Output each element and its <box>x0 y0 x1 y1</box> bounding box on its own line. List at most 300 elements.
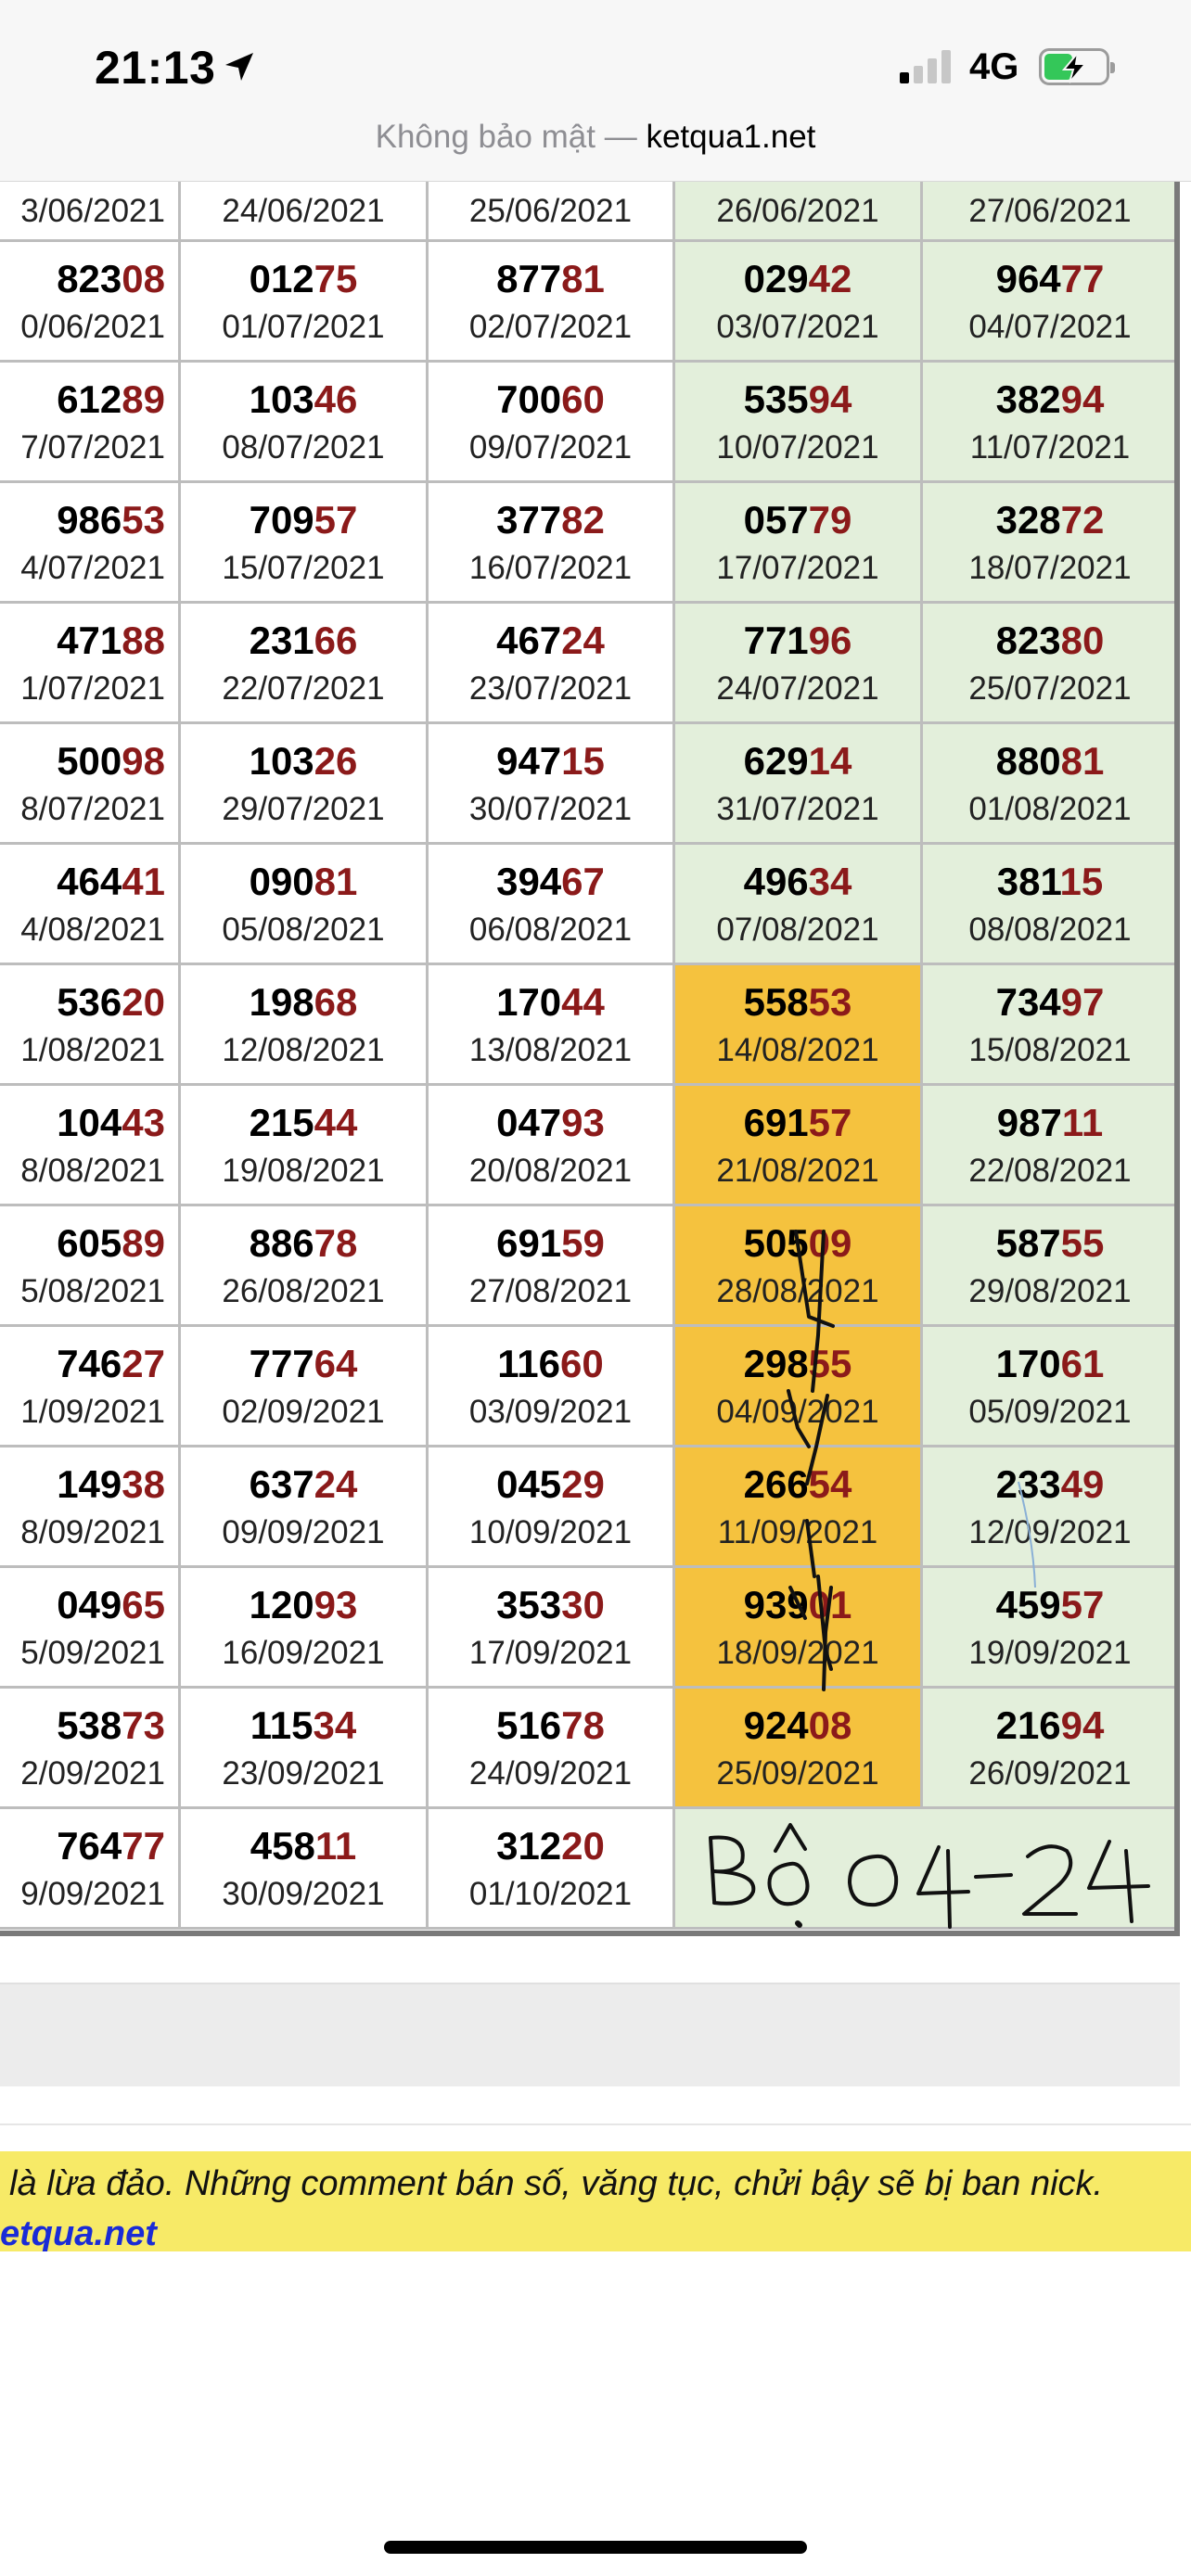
number-head: 947 <box>496 739 562 783</box>
battery-charging-icon <box>1039 48 1109 85</box>
result-cell <box>181 1086 429 1206</box>
result-date: 15/07/2021 <box>222 550 385 586</box>
number-tail: 72 <box>1060 498 1105 542</box>
result-number <box>429 257 672 301</box>
number-tail: 24 <box>561 618 605 662</box>
result-number <box>675 1342 920 1386</box>
number-head: 170 <box>496 980 562 1024</box>
number-tail: 15 <box>1059 860 1104 903</box>
result-date: 2/09/2021 <box>20 1755 165 1792</box>
result-number <box>181 860 426 904</box>
result-date: 18/09/2021 <box>716 1635 879 1671</box>
number-head: 382 <box>995 377 1061 421</box>
result-date: 02/07/2021 <box>468 309 633 345</box>
result-number <box>429 1462 672 1507</box>
result-date: 4/07/2021 <box>20 550 165 586</box>
number-tail: 81 <box>561 257 605 300</box>
result-date: 1/09/2021 <box>20 1394 165 1430</box>
number-head: 115 <box>250 1703 314 1747</box>
result-date: 09/09/2021 <box>222 1514 385 1550</box>
result-number <box>923 739 1177 784</box>
result-cell <box>923 1447 1180 1568</box>
number-head: 198 <box>249 980 314 1024</box>
number-tail: 89 <box>122 1221 165 1265</box>
number-head: 587 <box>995 1221 1061 1265</box>
number-head: 233 <box>995 1462 1061 1506</box>
result-number <box>923 377 1177 422</box>
number-tail: 94 <box>808 377 852 421</box>
result-date: 16/07/2021 <box>468 550 633 586</box>
result-date: 21/08/2021 <box>716 1153 879 1189</box>
table-row <box>0 1086 1180 1206</box>
result-date: 23/09/2021 <box>222 1755 385 1792</box>
result-number <box>429 1703 672 1748</box>
number-tail: 79 <box>808 498 852 542</box>
number-tail: 20 <box>561 1824 605 1868</box>
result-cell <box>181 1327 429 1447</box>
result-cell <box>429 1568 675 1689</box>
number-head: 116 <box>497 1342 561 1385</box>
number-head: 266 <box>743 1462 809 1506</box>
result-number <box>923 1462 1177 1507</box>
number-tail: 15 <box>561 739 605 783</box>
result-cell <box>181 363 429 483</box>
number-head: 353 <box>496 1583 562 1626</box>
result-cell <box>181 242 429 363</box>
address-bar[interactable] <box>0 119 1191 156</box>
divider <box>0 2123 1191 2125</box>
result-number <box>429 1824 672 1868</box>
result-cell <box>0 604 181 724</box>
number-tail: 78 <box>314 1221 358 1265</box>
browser-header <box>0 0 1191 182</box>
result-number <box>181 618 426 663</box>
result-date: 23/07/2021 <box>468 670 633 707</box>
result-date: 8/07/2021 <box>20 791 165 827</box>
number-head: 467 <box>496 618 562 662</box>
number-head: 377 <box>496 498 562 542</box>
result-number <box>675 257 920 301</box>
number-head: 505 <box>743 1221 809 1265</box>
result-number <box>923 860 1177 904</box>
result-number <box>181 377 426 422</box>
table-row <box>0 242 1180 363</box>
result-number <box>675 1583 920 1627</box>
result-number <box>675 860 920 904</box>
result-cell <box>181 604 429 724</box>
number-head: 964 <box>995 257 1061 300</box>
number-head: 939 <box>743 1583 809 1626</box>
url-separator: — <box>596 119 647 155</box>
number-tail: 64 <box>314 1342 358 1385</box>
result-date: 11/09/2021 <box>717 1514 878 1550</box>
result-date: 30/09/2021 <box>222 1876 385 1912</box>
number-tail: 29 <box>561 1462 605 1506</box>
number-head: 149 <box>57 1462 122 1506</box>
result-number <box>0 618 178 663</box>
result-number <box>923 1703 1177 1748</box>
result-date: 03/07/2021 <box>716 309 879 345</box>
number-head: 464 <box>57 860 122 903</box>
number-tail: 59 <box>561 1221 605 1265</box>
result-number <box>675 618 920 663</box>
result-date: 0/06/2021 <box>20 309 165 345</box>
number-tail: 93 <box>314 1583 358 1626</box>
result-number <box>181 1824 426 1868</box>
number-head: 746 <box>57 1342 122 1385</box>
result-number <box>675 1462 920 1507</box>
number-head: 090 <box>249 860 314 903</box>
number-tail: 57 <box>808 1101 852 1144</box>
number-tail: 60 <box>561 377 605 421</box>
number-tail: 41 <box>122 860 165 903</box>
home-indicator[interactable] <box>384 2541 807 2554</box>
result-cell <box>0 1206 181 1327</box>
result-cell <box>923 483 1180 604</box>
number-head: 516 <box>496 1703 562 1747</box>
result-number <box>675 1221 920 1266</box>
result-number <box>0 498 178 542</box>
result-cell <box>0 845 181 965</box>
result-number <box>0 980 178 1025</box>
result-cell <box>923 242 1180 363</box>
number-head: 231 <box>249 618 314 662</box>
location-arrow-icon <box>223 50 256 83</box>
result-date: 08/07/2021 <box>222 429 385 465</box>
number-tail: 81 <box>314 860 358 903</box>
result-cell <box>923 182 1180 242</box>
result-date: 08/08/2021 <box>968 912 1132 948</box>
number-tail: 43 <box>122 1101 165 1144</box>
result-cell <box>429 1447 675 1568</box>
result-date: 19/09/2021 <box>968 1635 1132 1671</box>
result-cell <box>675 724 923 845</box>
number-head: 924 <box>743 1703 809 1747</box>
result-date: 19/08/2021 <box>222 1153 385 1189</box>
number-tail: 11 <box>1061 1101 1104 1144</box>
result-date: 22/07/2021 <box>222 670 385 707</box>
result-number <box>0 1221 178 1266</box>
number-head: 012 <box>249 257 314 300</box>
number-tail: 97 <box>1060 980 1105 1024</box>
result-cell <box>675 182 923 242</box>
number-tail: 46 <box>314 377 358 421</box>
result-date: 10/09/2021 <box>468 1514 633 1550</box>
number-tail: 75 <box>314 257 358 300</box>
number-head: 103 <box>249 377 314 421</box>
result-cell <box>429 604 675 724</box>
table-row <box>0 724 1180 845</box>
result-cell <box>675 483 923 604</box>
result-number <box>923 980 1177 1025</box>
number-head: 709 <box>249 498 314 542</box>
result-date: 8/09/2021 <box>20 1514 165 1550</box>
table-row <box>0 1809 1180 1930</box>
result-cell <box>181 483 429 604</box>
result-number <box>0 1462 178 1507</box>
network-type: 4G <box>969 46 1019 87</box>
result-date: 16/09/2021 <box>222 1635 385 1671</box>
number-head: 629 <box>743 739 809 783</box>
result-date: 26/08/2021 <box>222 1273 385 1309</box>
number-tail: 54 <box>808 1462 852 1506</box>
result-cell <box>675 965 923 1086</box>
number-head: 170 <box>995 1342 1061 1385</box>
note-cell <box>675 1809 1180 1930</box>
number-head: 381 <box>996 860 1060 903</box>
result-number <box>923 1221 1177 1266</box>
result-number <box>181 1583 426 1627</box>
number-head: 987 <box>996 1101 1062 1144</box>
number-tail: 01 <box>808 1583 852 1626</box>
result-date: 9/09/2021 <box>20 1876 165 1912</box>
result-number <box>429 1583 672 1627</box>
result-date: 29/08/2021 <box>968 1273 1132 1309</box>
number-tail: 49 <box>1060 1462 1105 1506</box>
number-head: 049 <box>57 1583 122 1626</box>
result-date: 28/08/2021 <box>716 1273 879 1309</box>
result-cell <box>429 724 675 845</box>
result-number <box>0 1583 178 1627</box>
result-date: 04/07/2021 <box>968 309 1132 345</box>
result-cell <box>181 1447 429 1568</box>
result-number <box>181 1703 426 1748</box>
result-number <box>181 980 426 1025</box>
result-cell <box>923 965 1180 1086</box>
result-date: 24/07/2021 <box>716 670 879 707</box>
result-date: 13/08/2021 <box>468 1032 633 1068</box>
result-cell <box>675 1689 923 1809</box>
result-cell <box>181 845 429 965</box>
result-date: 25/07/2021 <box>968 670 1132 707</box>
number-head: 691 <box>496 1221 562 1265</box>
number-tail: 08 <box>122 257 165 300</box>
result-date: 17/07/2021 <box>716 550 879 586</box>
number-tail: 89 <box>122 377 165 421</box>
result-cell <box>429 1327 675 1447</box>
result-number <box>0 739 178 784</box>
result-date: 18/07/2021 <box>968 550 1132 586</box>
result-cell <box>429 845 675 965</box>
number-tail: 08 <box>808 1703 852 1747</box>
result-cell <box>429 483 675 604</box>
result-cell <box>429 1809 675 1930</box>
number-tail: 38 <box>122 1462 165 1506</box>
result-date: 27/06/2021 <box>968 193 1132 229</box>
result-number <box>181 1221 426 1266</box>
result-date: 3/06/2021 <box>20 193 165 229</box>
result-date: 05/09/2021 <box>968 1394 1132 1430</box>
result-date: 04/09/2021 <box>716 1394 879 1430</box>
number-head: 538 <box>57 1703 122 1747</box>
number-head: 216 <box>995 1703 1061 1747</box>
result-number <box>181 1342 426 1386</box>
notice-text: là lừa đảo. Những comment bán số, văng tục, chửi bậy sẽ bị ban nick. <box>9 2164 1104 2203</box>
result-cell <box>429 363 675 483</box>
table-row <box>0 483 1180 604</box>
number-head: 558 <box>743 980 809 1024</box>
result-date: 10/07/2021 <box>716 429 879 465</box>
number-tail: 96 <box>808 618 852 662</box>
result-cell <box>923 845 1180 965</box>
number-head: 104 <box>57 1101 122 1144</box>
number-head: 047 <box>496 1101 562 1144</box>
table-row <box>0 1447 1180 1568</box>
number-head: 637 <box>249 1462 314 1506</box>
number-tail: 94 <box>1060 377 1105 421</box>
result-number <box>675 498 920 542</box>
number-head: 823 <box>995 618 1061 662</box>
result-date: 24/09/2021 <box>468 1755 633 1792</box>
number-head: 459 <box>995 1583 1061 1626</box>
url-domain: ketqua1.net <box>646 119 816 155</box>
result-date: 7/07/2021 <box>20 429 165 465</box>
table-row <box>0 182 1180 242</box>
result-cell <box>923 604 1180 724</box>
result-cell <box>0 1086 181 1206</box>
table-row <box>0 1689 1180 1809</box>
result-number <box>923 618 1177 663</box>
result-date: 01/10/2021 <box>468 1876 633 1912</box>
result-cell <box>429 1689 675 1809</box>
result-cell <box>675 604 923 724</box>
result-date: 11/07/2021 <box>969 429 1131 465</box>
number-tail: 55 <box>808 1342 852 1385</box>
result-cell <box>0 1327 181 1447</box>
result-number <box>181 1101 426 1145</box>
result-date: 06/08/2021 <box>468 912 633 948</box>
result-cell <box>0 1809 181 1930</box>
result-number <box>0 1824 178 1868</box>
result-number <box>429 860 672 904</box>
number-head: 823 <box>57 257 122 300</box>
result-date: 20/08/2021 <box>468 1153 633 1189</box>
result-date: 26/06/2021 <box>716 193 879 229</box>
result-cell <box>675 1327 923 1447</box>
number-tail: 42 <box>808 257 852 300</box>
table-row <box>0 1206 1180 1327</box>
number-head: 394 <box>496 860 562 903</box>
result-cell <box>923 363 1180 483</box>
result-number <box>0 257 178 301</box>
number-tail: 66 <box>314 618 358 662</box>
result-date: 03/09/2021 <box>468 1394 633 1430</box>
number-tail: 98 <box>122 739 165 783</box>
result-cell <box>675 845 923 965</box>
result-cell <box>0 483 181 604</box>
number-tail: 78 <box>561 1703 605 1747</box>
result-number <box>923 257 1177 301</box>
result-cell <box>429 1086 675 1206</box>
result-date: 12/08/2021 <box>222 1032 385 1068</box>
result-number <box>0 860 178 904</box>
number-tail: 65 <box>122 1583 165 1626</box>
number-tail: 14 <box>808 739 852 783</box>
result-date: 12/09/2021 <box>968 1514 1132 1550</box>
result-cell <box>675 1086 923 1206</box>
result-cell <box>429 965 675 1086</box>
result-number <box>923 1101 1177 1145</box>
number-tail: 44 <box>561 980 605 1024</box>
number-head: 777 <box>249 1342 314 1385</box>
number-tail: 57 <box>1060 1583 1105 1626</box>
number-head: 764 <box>57 1824 122 1868</box>
result-number <box>429 377 672 422</box>
number-head: 471 <box>57 618 122 662</box>
number-head: 458 <box>250 1824 315 1868</box>
table-row <box>0 604 1180 724</box>
number-tail: 81 <box>1060 739 1105 783</box>
number-head: 298 <box>743 1342 809 1385</box>
number-head: 535 <box>743 377 809 421</box>
result-cell <box>0 1568 181 1689</box>
number-head: 771 <box>743 618 809 662</box>
number-tail: 73 <box>122 1703 165 1747</box>
result-number <box>0 1101 178 1145</box>
result-date: 8/08/2021 <box>20 1153 165 1189</box>
table-row <box>0 965 1180 1086</box>
number-head: 986 <box>57 498 122 542</box>
number-tail: 61 <box>1060 1342 1105 1385</box>
result-number <box>675 1101 920 1145</box>
result-cell <box>0 724 181 845</box>
number-tail: 11 <box>314 1824 357 1868</box>
grey-panel <box>0 1983 1180 2086</box>
result-number <box>181 739 426 784</box>
result-date: 22/08/2021 <box>968 1153 1132 1189</box>
result-cell <box>675 1206 923 1327</box>
number-tail: 09 <box>808 1221 852 1265</box>
number-tail: 34 <box>808 860 852 903</box>
result-date: 4/08/2021 <box>20 912 165 948</box>
number-tail: 20 <box>122 980 165 1024</box>
number-head: 496 <box>743 860 809 903</box>
result-date: 01/07/2021 <box>222 309 385 345</box>
number-head: 312 <box>496 1824 562 1868</box>
number-tail: 80 <box>1060 618 1105 662</box>
number-tail: 53 <box>808 980 852 1024</box>
result-number <box>0 377 178 422</box>
number-head: 691 <box>743 1101 809 1144</box>
number-head: 045 <box>496 1462 562 1506</box>
result-cell <box>0 1447 181 1568</box>
result-date: 30/07/2021 <box>468 791 633 827</box>
result-date: 02/09/2021 <box>222 1394 385 1430</box>
result-cell <box>923 1206 1180 1327</box>
result-date: 5/09/2021 <box>20 1635 165 1671</box>
result-cell <box>0 363 181 483</box>
number-tail: 77 <box>122 1824 165 1868</box>
result-cell <box>923 1568 1180 1689</box>
number-tail: 93 <box>561 1101 605 1144</box>
notice-link[interactable]: etqua.net <box>0 2214 157 2251</box>
result-date: 5/08/2021 <box>20 1273 165 1309</box>
result-cell <box>181 1206 429 1327</box>
result-cell <box>923 1327 1180 1447</box>
result-date: 29/07/2021 <box>222 791 385 827</box>
result-date: 09/07/2021 <box>468 429 633 465</box>
result-date: 1/07/2021 <box>20 670 165 707</box>
result-date: 15/08/2021 <box>968 1032 1132 1068</box>
security-label: Không bảo mật <box>375 119 596 155</box>
table-row <box>0 1327 1180 1447</box>
result-date: 14/08/2021 <box>716 1032 879 1068</box>
number-head: 500 <box>57 739 122 783</box>
number-tail: 77 <box>1060 257 1105 300</box>
result-number <box>181 257 426 301</box>
number-head: 880 <box>995 739 1061 783</box>
result-cell <box>675 1447 923 1568</box>
